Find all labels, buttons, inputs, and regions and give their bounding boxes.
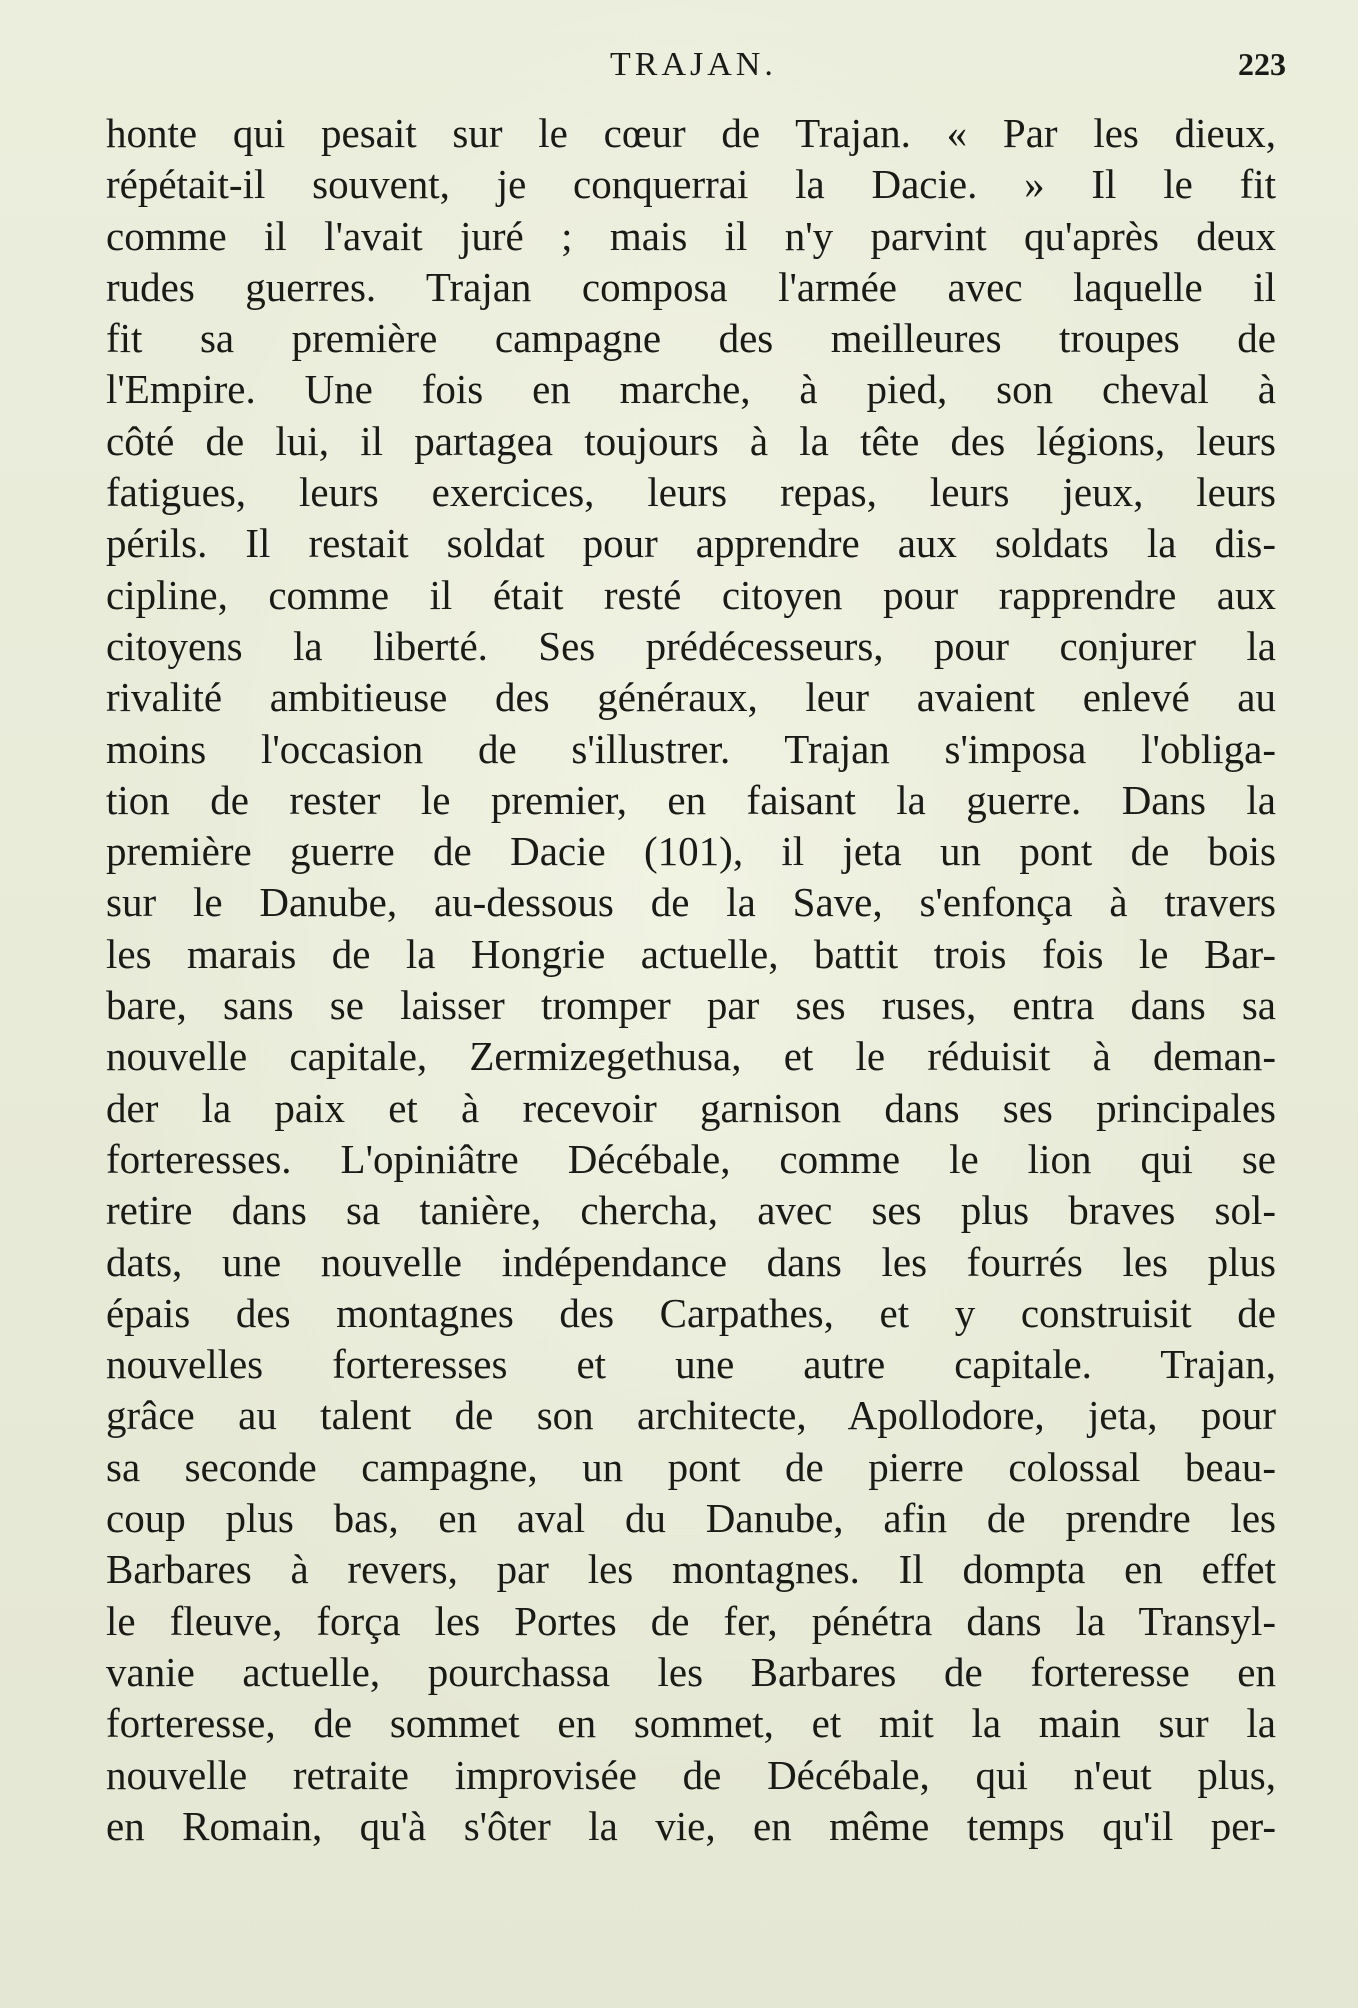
text-line: sa seconde campagne, un pont de pierre colossal beau-: [106, 1443, 1276, 1490]
text-line: le fleuve, força les Portes de fer, pénétra dans la Transyl-: [106, 1597, 1276, 1644]
text-line: retire dans sa tanière, chercha, avec ses plus braves sol-: [106, 1187, 1276, 1234]
text-line: dats, une nouvelle indépendance dans les fourrés les plus: [106, 1238, 1276, 1285]
text-line: comme il l'avait juré ; mais il n'y parvint qu'après deux: [106, 212, 1276, 259]
text-line: nouvelles forteresses et une autre capitale. Trajan,: [106, 1341, 1276, 1388]
text-line: l'Empire. Une fois en marche, à pied, son cheval à: [106, 366, 1276, 413]
text-line: tion de rester le premier, en faisant la guerre. Dans la: [106, 776, 1276, 823]
text-line: côté de lui, il partagea toujours à la tête des légions, leurs: [106, 417, 1276, 464]
running-head: [0, 46, 1358, 86]
text-line: forteresse, de sommet en sommet, et mit la main sur la: [106, 1700, 1276, 1747]
text-line: fatigues, leurs exercices, leurs repas, leurs jeux, leurs: [106, 469, 1276, 516]
running-head-title: TRAJAN.: [610, 46, 777, 83]
body-text: [106, 108, 1276, 1852]
text-line: vanie actuelle, pourchassa les Barbares de forteresse en: [106, 1648, 1276, 1695]
text-line: rudes guerres. Trajan composa l'armée avec laquelle il: [106, 263, 1276, 310]
text-line: citoyens la liberté. Ses prédécesseurs, pour conjurer la: [106, 622, 1276, 669]
page-number: 223: [1238, 46, 1286, 82]
text-line: nouvelle capitale, Zermizegethusa, et le réduisit à deman-: [106, 1033, 1276, 1080]
text-line: coup plus bas, en aval du Danube, afin de prendre les: [106, 1495, 1276, 1542]
text-line: bare, sans se laisser tromper par ses ruses, entra dans sa: [106, 982, 1276, 1029]
text-line: périls. Il restait soldat pour apprendre aux soldats la dis-: [106, 520, 1276, 567]
text-line: moins l'occasion de s'illustrer. Trajan s'imposa l'obliga-: [106, 725, 1276, 772]
text-line: forteresses. L'opiniâtre Décébale, comme le lion qui se: [106, 1135, 1276, 1182]
text-line: Barbares à revers, par les montagnes. Il dompta en effet: [106, 1546, 1276, 1593]
text-line: répétait-il souvent, je conquerrai la Dacie. » Il le fit: [106, 161, 1276, 208]
text-line: les marais de la Hongrie actuelle, battit trois fois le Bar-: [106, 930, 1276, 977]
text-line: nouvelle retraite improvisée de Décébale, qui n'eut plus,: [106, 1751, 1276, 1798]
text-line: rivalité ambitieuse des généraux, leur avaient enlevé au: [106, 674, 1276, 721]
text-line: épais des montagnes des Carpathes, et y construisit de: [106, 1289, 1276, 1336]
text-line: première guerre de Dacie (101), il jeta un pont de bois: [106, 828, 1276, 875]
text-line: honte qui pesait sur le cœur de Trajan. « Par les dieux,: [106, 110, 1276, 156]
text-line: grâce au talent de son architecte, Apollodore, jeta, pour: [106, 1392, 1276, 1439]
text-line: der la paix et à recevoir garnison dans ses principales: [106, 1084, 1276, 1131]
text-line: sur le Danube, au-dessous de la Save, s'enfonça à travers: [106, 879, 1276, 926]
text-line: fit sa première campagne des meilleures troupes de: [106, 315, 1276, 362]
text-line: en Romain, qu'à s'ôter la vie, en même temps qu'il per-: [106, 1802, 1276, 1849]
text-line: cipline, comme il était resté citoyen pour rapprendre aux: [106, 571, 1276, 618]
